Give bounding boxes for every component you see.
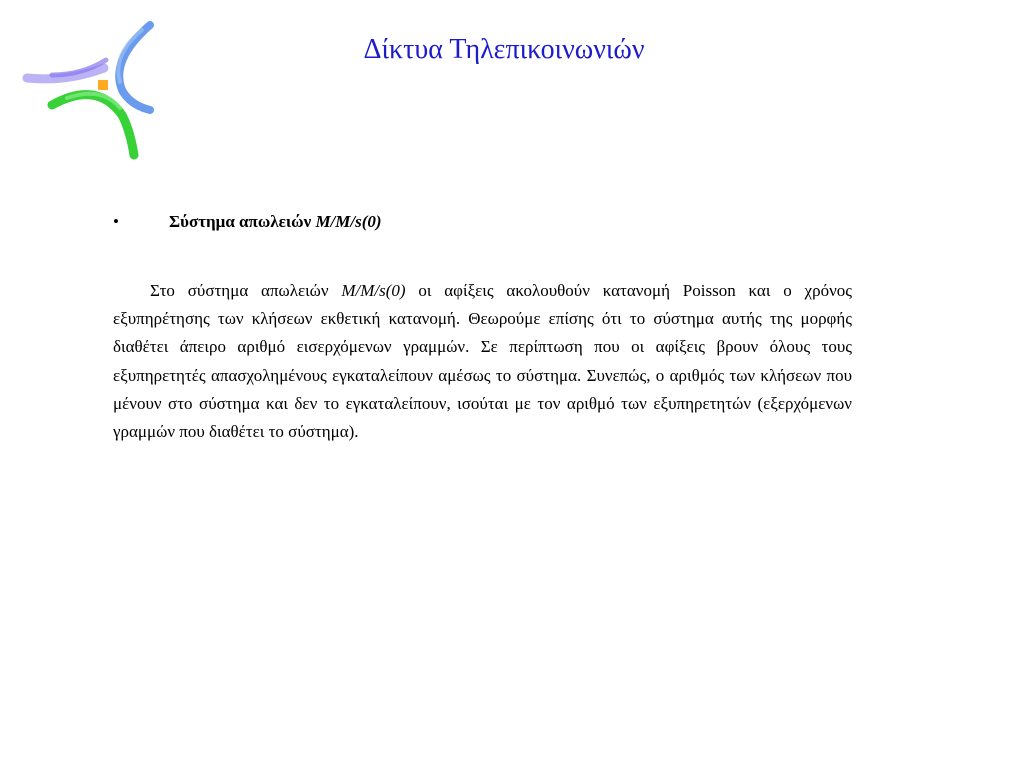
paragraph-model: M/M/s(0) [341, 281, 406, 300]
paragraph-rest: οι αφίξεις ακολουθούν κατανομή Poisson και ο χρόνος εξυπηρέτησης των κλήσεων εκθετική κατανομή. Θεωρούμε επίσης ότι το σύστημα αυτής της μορφής διαθέτει άπειρο αριθμό εισερχόμενων γραμμών. Σε περίπτωση που οι αφίξεις βρουν όλους τους εξυπηρετητές απασχολημένους εγκαταλείπουν αμέσως το σύστημα. Συνεπώς, ο αριθμός των κλήσεων που μένουν στο σύστημα και δεν το εγκαταλείπουν, ισούται με τον αριθμό των εξυπηρετητών (εξερχόμενων γραμμών που διαθέτει το σύστημα). [113, 281, 852, 442]
bullet-model: M/M/s(0) [315, 212, 382, 231]
logo-green-arc [52, 95, 134, 155]
body-paragraph [113, 277, 852, 446]
paragraph-intro: Στο σύστημα απωλειών [150, 281, 342, 300]
logo-center-dot [98, 80, 108, 90]
bullet-item [113, 212, 382, 232]
bullet-heading [169, 212, 382, 232]
bullet-marker: • [113, 212, 119, 231]
slide-title: Δίκτυα Τηλεπικοινωνιών [363, 34, 645, 65]
bullet-label: Σύστημα απωλειών [169, 212, 316, 231]
